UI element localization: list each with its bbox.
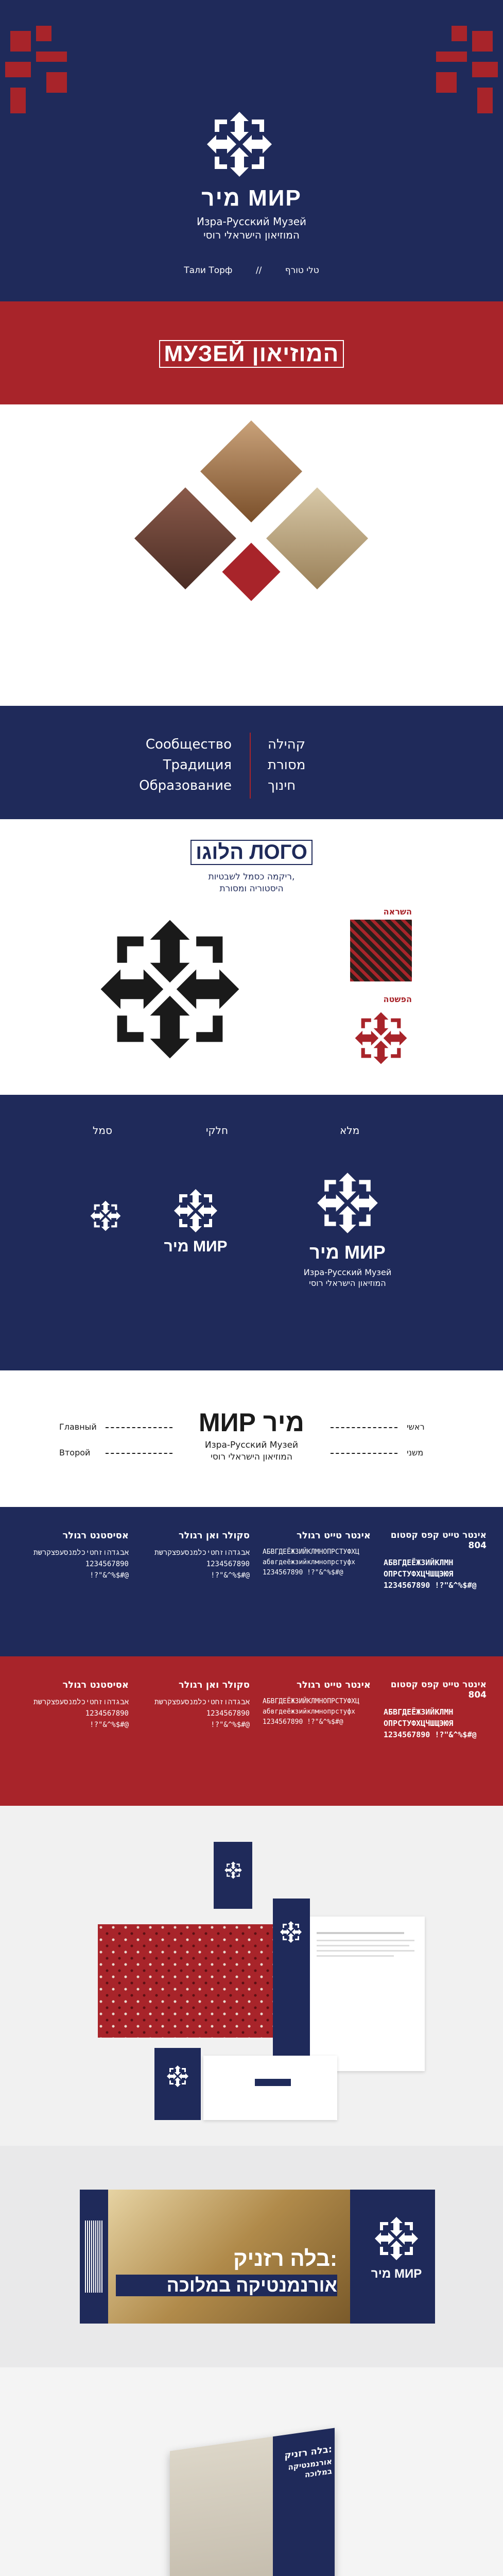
logo-hebrew: מיר: [201, 185, 241, 211]
variant-full-sub-he: המוזיאון הישראלי רוסי: [309, 1278, 386, 1288]
photo-collage-section: [0, 404, 503, 706]
font-name: סקולר ואן רגולר: [178, 1530, 250, 1541]
logo-desc-line2: היסטוריה ומסורת: [219, 884, 284, 894]
collage-photo-portrait: [200, 420, 302, 522]
embroidery-ornament-icon: [421, 21, 503, 124]
font-col-4: [384, 1680, 487, 1740]
variant-symbol-icon: [88, 1198, 124, 1234]
logo-explanation-section: [0, 819, 503, 1095]
font-sample: !?"&^%$#@: [211, 1571, 250, 1580]
font-name: סקולר ואן רגולר: [178, 1680, 250, 1690]
font-sample: ОПРСТУФХЦЧШЩЭЮЯ: [384, 1719, 454, 1728]
subtitle-russian: Изра-Русский Музей: [196, 215, 307, 228]
font-sample: אבגדהוזחטיכלמנסעפצקרשת: [33, 1698, 129, 1706]
font-name: אינטר טייט קפס קסטום 804: [390, 1680, 487, 1700]
font-sample: אבגדהוזחטיכלמנסעפצקרשת: [154, 1698, 250, 1706]
banner-logo-he: מיר: [371, 2267, 391, 2281]
value-ru-tradition: Традиция: [163, 757, 232, 773]
font-col-3: [263, 1680, 371, 1727]
simplify-label: הפשטה: [383, 994, 412, 1004]
embroidery-ornament-icon: [0, 21, 82, 124]
envelope-white: [203, 2056, 337, 2120]
logo-russian: МИР: [248, 185, 302, 211]
font-sample: абвгдеёжзийклмнопрстуфх: [263, 1558, 356, 1566]
font-sample: 1234567890 !?"&^%$#@: [384, 1730, 477, 1739]
font-col-3: [263, 1530, 371, 1578]
poster-chair-photo: [170, 2436, 273, 2576]
variant-full-sub-ru: Изра-Русский Музей: [303, 1267, 392, 1277]
values-section: [0, 706, 503, 819]
variant-label-full: מלא: [340, 1124, 360, 1137]
card-front-logo-icon: [165, 2063, 190, 2089]
letterhead-sheet: [306, 1917, 425, 2071]
variant-partial-icon: [170, 1185, 221, 1236]
variant-full-he: מיר: [309, 1242, 339, 1263]
cover-section: [0, 0, 503, 301]
banner-logo-ru: МИР: [394, 2267, 422, 2281]
fonts-section-red: [0, 1656, 503, 1806]
font-col-1: [21, 1680, 129, 1731]
font-col-2: [142, 1530, 250, 1581]
typo-sub-he: המוזיאון הישראלי רוסי: [211, 1452, 292, 1462]
author-russian: Тали Торф: [184, 265, 233, 276]
logo-desc-line1: ריקמה כסמל לשבטיות,: [208, 872, 295, 882]
typography-lockup-section: [0, 1370, 503, 1507]
envelope-pattern: [98, 1924, 273, 2038]
value-ru-community: Сообщество: [145, 737, 232, 752]
exhibition-banner: [80, 2190, 435, 2324]
value-he-community: קהילה: [268, 737, 306, 752]
museum-title-band: [0, 301, 503, 404]
banner-title-line2: אורנמנטיקה במלוכה: [116, 2275, 337, 2296]
variant-partial-he: מיר: [164, 1238, 189, 1255]
stationery-section: [0, 1806, 503, 2146]
font-name: אסיסטנט רגולר: [62, 1530, 129, 1541]
typo-logo-he: מיר: [263, 1408, 305, 1437]
inspiration-label: השראה: [383, 907, 412, 917]
subtitle-hebrew: המוזיאון הישראלי רוסי: [203, 229, 300, 241]
value-he-tradition: מסורת: [268, 757, 306, 773]
font-sample: 1234567890: [206, 1709, 250, 1718]
font-name: אסיסטנט רגולר: [62, 1680, 129, 1690]
font-sample: абвгдеёжзийклмнопрстуфх: [263, 1708, 356, 1716]
poster-title-line2: אורנמנטיקה במלוכה: [288, 2456, 332, 2480]
author-hebrew: טלי טורף: [285, 265, 319, 276]
font-sample: אבגדהוזחטיכלמנסעפצקרשת: [33, 1549, 129, 1557]
variant-full-icon: [311, 1167, 384, 1239]
variant-partial-ru: МИР: [193, 1238, 228, 1255]
banner-logo-icon: [371, 2213, 422, 2264]
banner-section: [0, 2146, 503, 2367]
variant-label-partial: חלקי: [206, 1124, 229, 1137]
variant-label-symbol: סמל: [93, 1124, 112, 1137]
font-col-2: [142, 1680, 250, 1731]
font-sample: 1234567890 !?"&^%$#@: [384, 1581, 477, 1590]
font-sample: אבגדהוזחטיכלמנסעפצקרשת: [154, 1549, 250, 1557]
fonts-section-navy: [0, 1507, 503, 1656]
folder-logo-icon: [278, 1919, 304, 1945]
font-sample: !?"&^%$#@: [211, 1721, 250, 1729]
museum-logo-icon: [201, 106, 278, 183]
museum-title: МУЗЕЙ המוזיאון: [159, 340, 344, 368]
rollup-poster: [170, 2428, 335, 2576]
card-logo-icon: [223, 1860, 244, 1880]
collage-photo-embroidery: [222, 543, 280, 601]
poster-section: [0, 2367, 503, 2576]
barcode-icon: [85, 2221, 103, 2293]
logo-mark-large-icon: [88, 907, 252, 1072]
author-separator: //: [255, 265, 262, 276]
banner-title-line1: בלה רזניק:: [233, 2246, 337, 2270]
variant-full-ru: МИР: [344, 1242, 386, 1263]
logo-variants-section: [0, 1095, 503, 1370]
typo-sub-ru: Изра-Русский Музей: [204, 1440, 299, 1450]
font-name: אינטר טייט רגולר: [297, 1680, 371, 1690]
font-sample: 1234567890: [206, 1560, 250, 1568]
collage-photo-book: [266, 487, 368, 589]
font-sample: АБВГДЕЁЖЗИЙКЛМНОПРСТУФХЦ: [263, 1548, 359, 1556]
label-secondary-ru: Второй: [59, 1448, 91, 1458]
inspiration-photo: [350, 920, 412, 981]
label-secondary-he: משני: [407, 1448, 424, 1458]
font-sample: !?"&^%$#@: [90, 1571, 129, 1580]
font-sample: АБВГДЕЁЖЗИЙКЛМН: [384, 1558, 454, 1567]
font-sample: ОПРСТУФХЦЧШЩЭЮЯ: [384, 1569, 454, 1579]
typo-logo-ru: МИР: [198, 1408, 256, 1437]
font-col-4: [384, 1530, 487, 1591]
font-sample: АБВГДЕЁЖЗИЙКЛМНОПРСТУФХЦ: [263, 1698, 359, 1705]
font-sample: 1234567890 !?"&^%$#@: [263, 1718, 343, 1726]
simplified-ornament-icon: [350, 1007, 412, 1069]
font-col-1: [21, 1530, 129, 1581]
value-he-education: חינוך: [268, 778, 296, 793]
font-sample: 1234567890: [85, 1709, 129, 1718]
collage-photo-textile: [134, 487, 236, 589]
font-sample: 1234567890 !?"&^%$#@: [263, 1569, 343, 1577]
font-sample: !?"&^%$#@: [90, 1721, 129, 1729]
font-sample: АБВГДЕЁЖЗИЙКЛМН: [384, 1707, 454, 1717]
font-name: אינטר טייט קפס קסטום 804: [390, 1530, 487, 1551]
label-primary-he: ראשי: [407, 1422, 425, 1432]
logo-section-title: הלוגו ЛОГО: [190, 840, 313, 865]
font-sample: 1234567890: [85, 1560, 129, 1568]
poster-title-line1: בלה רזניק:: [284, 2444, 332, 2462]
label-primary-ru: Главный: [59, 1422, 97, 1432]
value-ru-education: Образование: [139, 778, 232, 793]
font-name: אינטר טייט רגולר: [297, 1530, 371, 1541]
